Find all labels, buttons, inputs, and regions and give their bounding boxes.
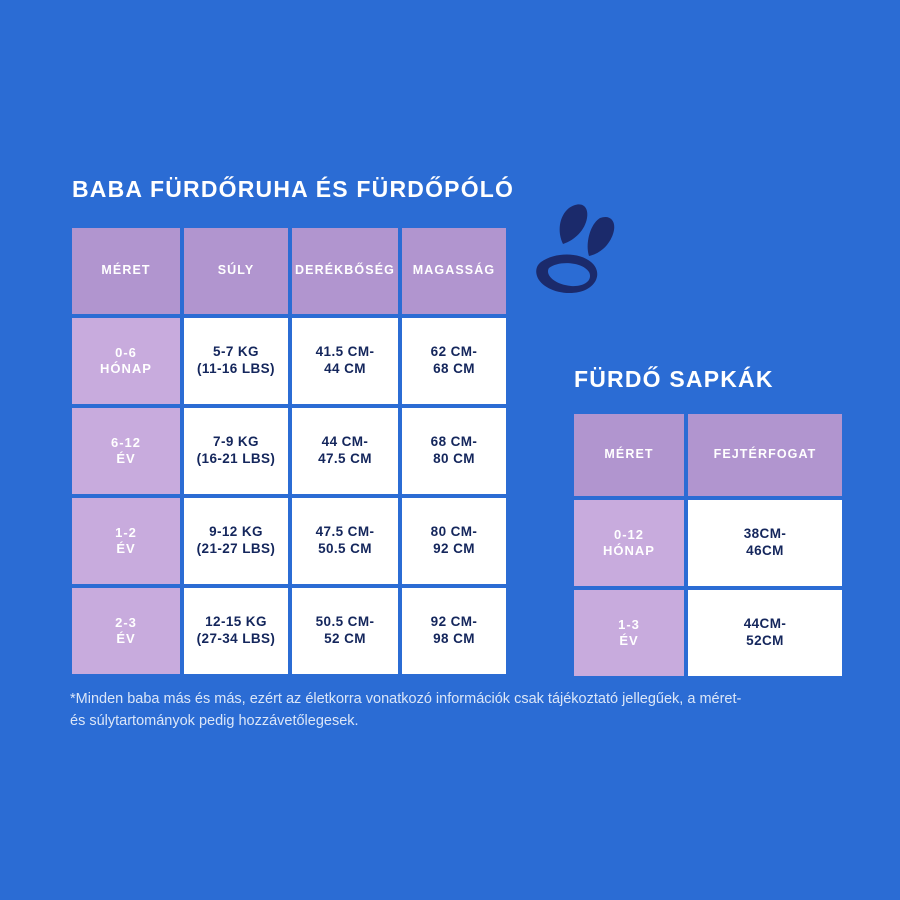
cell-weight: 12-15 KG (27-34 LBS) [184,588,288,674]
cell-waist: 47.5 CM- 50.5 CM [292,498,398,584]
cell-weight: 9-12 KG (21-27 LBS) [184,498,288,584]
cell-head-circumference: 38CM- 46CM [688,500,842,586]
column-header-weight: SÚLY [184,228,288,314]
cell-size: 1-2 ÉV [72,498,180,584]
cell-height: 80 CM- 92 CM [402,498,506,584]
table-row [72,498,506,584]
swimwear-size-table [68,224,510,678]
table-row [72,408,506,494]
column-header-size: MÉRET [72,228,180,314]
table-row [72,318,506,404]
column-header-size: MÉRET [574,414,684,496]
cell-waist: 50.5 CM- 52 CM [292,588,398,674]
column-header-waist: DERÉKBŐSÉG [292,228,398,314]
table-row [574,500,842,586]
cell-weight: 5-7 KG (11-16 LBS) [184,318,288,404]
cell-size: 1-3 ÉV [574,590,684,676]
cell-height: 62 CM- 68 CM [402,318,506,404]
table-row [574,590,842,676]
cell-height: 92 CM- 98 CM [402,588,506,674]
column-header-head-circumference: FEJTÉRFOGAT [688,414,842,496]
cell-height: 68 CM- 80 CM [402,408,506,494]
column-header-height: MAGASSÁG [402,228,506,314]
ink-splash-decoration [505,190,645,320]
cell-size: 6-12 ÉV [72,408,180,494]
cell-size: 0-6 HÓNAP [72,318,180,404]
table-header-row [72,228,506,314]
table-row [72,588,506,674]
cell-waist: 44 CM- 47.5 CM [292,408,398,494]
cell-size: 2-3 ÉV [72,588,180,674]
cell-head-circumference: 44CM- 52CM [688,590,842,676]
cell-waist: 41.5 CM- 44 CM [292,318,398,404]
cell-weight: 7-9 KG (16-21 LBS) [184,408,288,494]
swim-caps-size-table [570,410,846,680]
page-title-caps: FÜRDŐ SAPKÁK [574,366,774,392]
table-header-row [574,414,842,496]
page-title-swimwear: BABA FÜRDŐRUHA ÉS FÜRDŐPÓLÓ [72,176,515,202]
cell-size: 0-12 HÓNAP [574,500,684,586]
footnote-disclaimer: *Minden baba más és más, ezért az életkorra vonatkozó információk csak tájékoztató jellegűek, a méret- és súlytartományok pedig hozzávetőlegesek. [70,691,742,730]
